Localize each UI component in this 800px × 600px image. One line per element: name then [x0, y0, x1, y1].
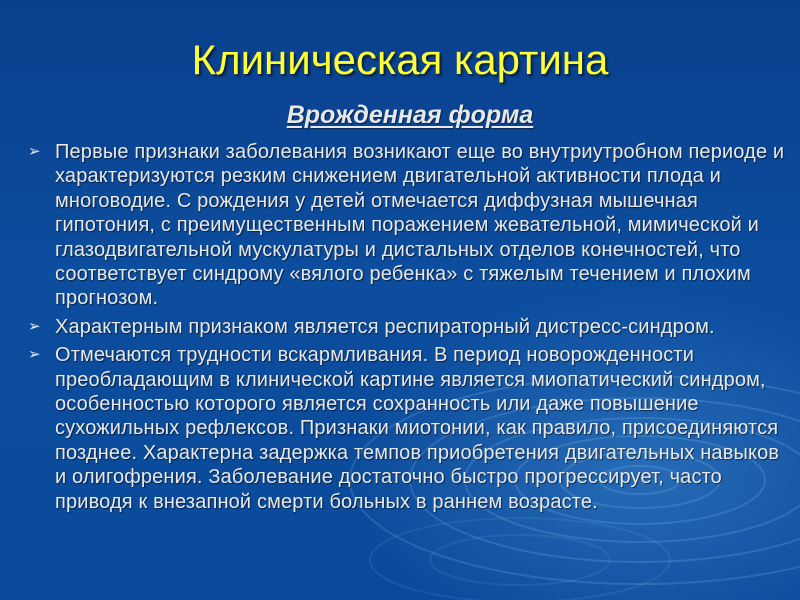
- arrow-bullet-icon: ➢: [28, 317, 41, 335]
- slide-title: Клиническая картина: [191, 36, 609, 83]
- slide-subtitle: Врожденная форма: [286, 101, 534, 129]
- bullet-text: Первые признаки заболевания возникают еще во внутриутробном периоде и характеризуются резким снижением двигательной активности плода и многоводие. С рождения у детей отмечается диффузная мышечная гипотония, с преимущественным поражением жевательной, мимической и глазодвигательной мускулатуры и дистальных отделов конечностей, что соответствует синдрому «вялого ребенка» с тяжелым течением и плохим прогнозом.: [55, 141, 785, 310]
- arrow-bullet-icon: ➢: [28, 346, 41, 364]
- bullet-item: [28, 140, 788, 311]
- bullet-text: Отмечаются трудности вскармливания. В период новорожденности преобладающим в клинической картине является миопатический синдром, особенностью которого является сохранность или даже повышение сухожильных рефлексов. Признаки миотонии, как правило, присоединяются позднее. Характерна задержка темпов приобретения двигательных навыков и олигофрения. Заболевание достаточно быстро прогрессирует, часто приводя к внезапной смерти больных в раннем возрасте.: [55, 344, 780, 513]
- arrow-bullet-icon: ➢: [28, 143, 41, 160]
- subtitle-container: [0, 100, 800, 130]
- bullet-list: [28, 140, 788, 518]
- bullet-text: Характерным признаком является респираторный дистресс-синдром.: [55, 315, 715, 338]
- bullet-item: [28, 343, 788, 514]
- bullet-item: [28, 315, 788, 339]
